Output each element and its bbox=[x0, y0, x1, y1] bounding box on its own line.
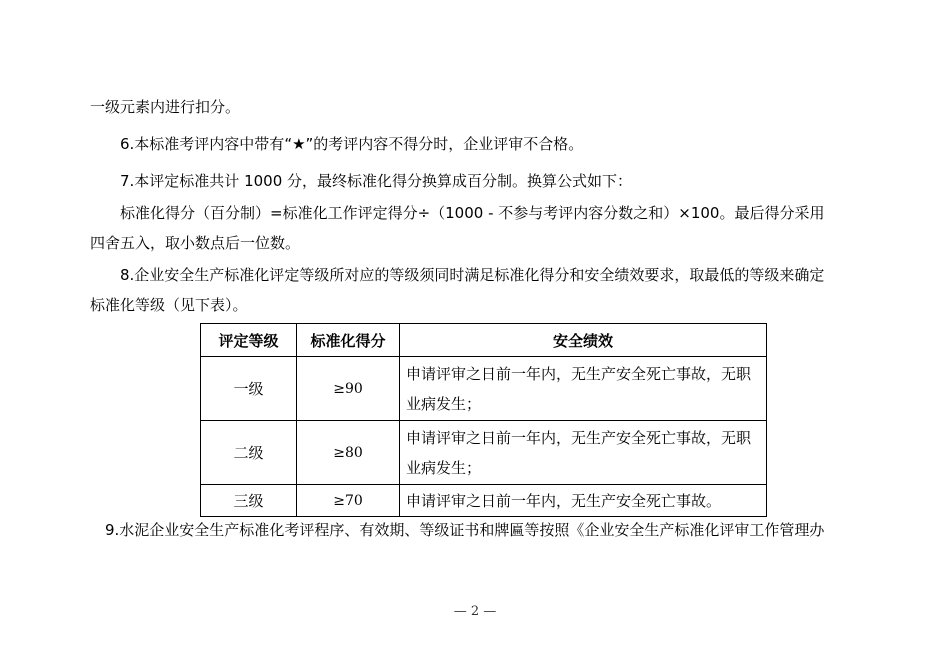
paragraph-continuation: 一级元素内进行扣分。 bbox=[90, 98, 241, 116]
paragraph-item-6: 6.本标准考评内容中带有“★”的考评内容不得分时，企业评审不合格。 bbox=[120, 135, 584, 153]
table-row bbox=[201, 485, 767, 517]
cell-performance: 申请评审之日前一年内，无生产安全死亡事故，无职业病发生； bbox=[400, 357, 767, 421]
cell-performance: 申请评审之日前一年内，无生产安全死亡事故，无职业病发生； bbox=[400, 421, 767, 485]
grade-table-container bbox=[200, 323, 767, 517]
header-score: 标准化得分 bbox=[297, 324, 400, 357]
paragraph-item-8-continued: 标准化等级（见下表）。 bbox=[90, 296, 248, 314]
formula-line: 标准化得分（百分制）=标准化工作评定得分÷（1000 - 不参与考评内容分数之和）×100。最后得分采用 bbox=[120, 204, 825, 222]
cell-score: ≥80 bbox=[297, 421, 400, 485]
cell-level: 三级 bbox=[201, 485, 297, 517]
cell-level: 二级 bbox=[201, 421, 297, 485]
table-row bbox=[201, 357, 767, 421]
formula-line-continued: 四舍五入，取小数点后一位数。 bbox=[90, 234, 301, 252]
cell-score: ≥90 bbox=[297, 357, 400, 421]
header-level: 评定等级 bbox=[201, 324, 297, 357]
paragraph-item-7: 7.本评定标准共计 1000 分，最终标准化得分换算成百分制。换算公式如下： bbox=[120, 172, 633, 190]
paragraph-item-9: 9.水泥企业安全生产标准化考评程序、有效期、等级证书和牌匾等按照《企业安全生产标准化评审工作管理办 bbox=[105, 521, 825, 539]
paragraph-item-8: 8.企业安全生产标准化评定等级所对应的等级须同时满足标准化得分和安全绩效要求，取最低的等级来确定 bbox=[120, 266, 825, 284]
cell-performance: 申请评审之日前一年内，无生产安全死亡事故。 bbox=[400, 485, 767, 517]
cell-level: 一级 bbox=[201, 357, 297, 421]
header-performance: 安全绩效 bbox=[400, 324, 767, 357]
grade-table bbox=[200, 323, 767, 517]
page-number: — 2 — bbox=[453, 604, 497, 619]
table-row bbox=[201, 421, 767, 485]
cell-score: ≥70 bbox=[297, 485, 400, 517]
table-header-row bbox=[201, 324, 767, 357]
